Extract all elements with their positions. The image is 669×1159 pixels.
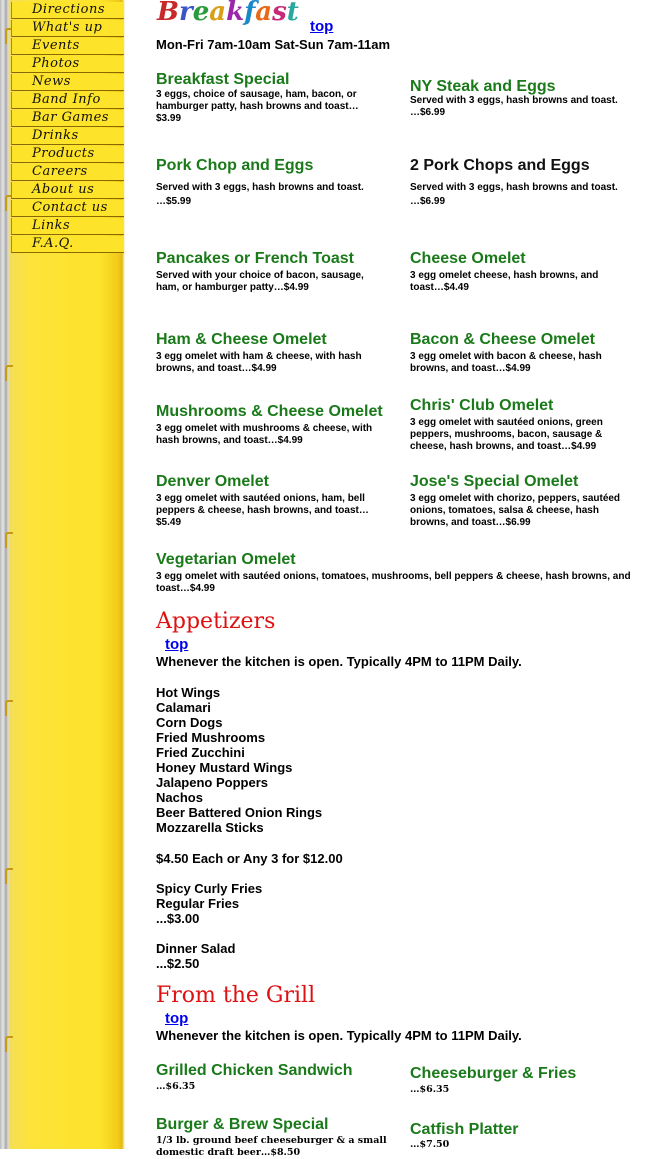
nav-label: About us (32, 182, 95, 197)
nav-label: Links (32, 218, 71, 233)
stitch-decoration (5, 868, 13, 884)
menu-item-title: Chris' Club Omelet (410, 397, 554, 414)
salad-price: ...$2.50 (156, 956, 200, 971)
appetizers-hours: Whenever the kitchen is open. Typically 4PM to 11PM Daily. (156, 654, 522, 669)
menu-item-desc: …$6.35 (410, 1084, 450, 1095)
menu-item-desc: Served with 3 eggs, hash browns and toast. …$5.99 (156, 182, 364, 207)
logo-letter: B (157, 0, 179, 27)
menu-item-title: Denver Omelet (156, 473, 269, 490)
menu-item-title: Pancakes or French Toast (156, 250, 354, 267)
list-item: Hot Wings (156, 685, 221, 700)
list-item: Regular Fries (156, 896, 240, 911)
top-link[interactable]: top (165, 1010, 189, 1027)
nav-label: Bar Games (32, 110, 109, 125)
nav-label: Drinks (32, 128, 79, 143)
menu-item-desc: 3 egg omelet with sautéed onions, tomatoes, mushrooms, bell peppers & cheese, hash browns, and toast…$4.99 (156, 571, 631, 594)
stitch-decoration (5, 532, 13, 548)
menu-item-title: Bacon & Cheese Omelet (410, 331, 595, 348)
logo-letter: k (226, 0, 245, 27)
menu-item-title: Burger & Brew Special (156, 1116, 329, 1133)
stitch-decoration (5, 365, 13, 381)
menu-item-desc: …$6.35 (156, 1081, 196, 1092)
menu-item-desc: 3 egg omelet with bacon & cheese, hash browns, and toast…$4.99 (410, 351, 602, 374)
stitch-decoration (5, 700, 13, 716)
top-link[interactable]: top (310, 18, 334, 35)
nav-label: F.A.Q. (32, 236, 74, 251)
menu-item-desc: Served with your choice of bacon, sausage, ham, or hamburger patty…$4.99 (156, 270, 364, 293)
list-item: Mozzarella Sticks (156, 820, 264, 835)
logo-letter: e (192, 0, 210, 27)
nav-label: Directions (32, 2, 106, 17)
section-title-appetizers: Appetizers (156, 609, 276, 634)
logo-letter: t (286, 0, 299, 27)
grill-hours: Whenever the kitchen is open. Typically 4PM to 11PM Daily. (156, 1028, 522, 1043)
menu-item-title: Jose's Special Omelet (410, 473, 579, 490)
nav-label: Contact us (32, 200, 108, 215)
menu-item-title: Grilled Chicken Sandwich (156, 1062, 353, 1079)
menu-item-desc: …$7.50 (410, 1139, 450, 1150)
list-item: Fried Mushrooms (156, 730, 266, 745)
list-item: Honey Mustard Wings (156, 760, 293, 775)
list-item: Fried Zucchini (156, 745, 245, 760)
nav-about-us[interactable] (11, 182, 124, 199)
list-item: Corn Dogs (156, 715, 223, 730)
list-item: Calamari (156, 700, 211, 715)
nav-label: News (32, 74, 71, 89)
logo-letter: s (272, 0, 287, 27)
menu-item-desc: 3 egg omelet with chorizo, peppers, sautéed onions, tomatoes, salsa & cheese, hash browns, and toast…$6.99 (410, 493, 621, 528)
menu-item-title: NY Steak and Eggs (410, 78, 556, 95)
nav-events[interactable] (11, 38, 124, 55)
list-item: Beer Battered Onion Rings (156, 805, 323, 820)
list-item: Nachos (156, 790, 203, 805)
menu-item-title: Pork Chop and Eggs (156, 157, 314, 174)
logo-letter: a (209, 0, 227, 27)
menu-item-desc: 3 egg omelet with sautéed onions, ham, bell peppers & cheese, hash browns, and toast… $5.49 (156, 493, 369, 528)
menu-item-title: Cheese Omelet (410, 250, 526, 267)
list-item: Spicy Curly Fries (156, 881, 263, 896)
section-title-grill: From the Grill (156, 983, 316, 1008)
menu-item-title: Mushrooms & Cheese Omelet (156, 403, 383, 420)
nav-products[interactable] (11, 146, 124, 163)
nav-news[interactable] (11, 74, 124, 91)
list-item: Jalapeno Poppers (156, 775, 268, 790)
nav-faq[interactable] (11, 236, 124, 253)
appetizers-price-deal: $4.50 Each or Any 3 for $12.00 (156, 851, 343, 866)
nav-bar-games[interactable] (11, 110, 124, 127)
nav-label: Careers (32, 164, 88, 179)
menu-item-desc: 3 egg omelet with sautéed onions, green peppers, mushrooms, bacon, sausage & cheese, hash browns, and toast…$4.99 (410, 417, 603, 452)
menu-item-desc: Served with 3 eggs, hash browns and toast. …$6.99 (410, 95, 618, 118)
nav-contact-us[interactable] (11, 200, 124, 217)
sidebar (0, 0, 125, 1149)
list-item: Dinner Salad (156, 941, 236, 956)
nav-directions[interactable] (11, 2, 124, 19)
breakfast-logo (157, 0, 299, 30)
nav-drinks[interactable] (11, 128, 124, 145)
nav-label: Products (32, 146, 95, 161)
menu-item-title: Breakfast Special (156, 71, 290, 88)
nav-label: Events (32, 38, 80, 53)
menu-item-desc: 3 eggs, choice of sausage, ham, bacon, or hamburger patty, hash browns and toast… $3.99 (156, 89, 359, 124)
breakfast-hours: Mon-Fri 7am-10am Sat-Sun 7am-11am (156, 37, 391, 52)
stitch-decoration (5, 1036, 13, 1052)
menu-item-desc: 3 egg omelet with mushrooms & cheese, with hash browns, and toast…$4.99 (156, 423, 373, 446)
menu-item-title: 2 Pork Chops and Eggs (410, 157, 590, 174)
nav-label: Photos (32, 56, 80, 71)
menu-item-title: Vegetarian Omelet (156, 551, 296, 568)
nav-photos[interactable] (11, 56, 124, 73)
fries-price: ...$3.00 (156, 911, 200, 926)
nav-band-info[interactable] (11, 92, 124, 109)
menu-item-title: Catfish Platter (410, 1121, 519, 1138)
menu-item-desc: 3 egg omelet cheese, hash browns, and toast…$4.49 (410, 270, 599, 293)
menu-item-desc: Served with 3 eggs, hash browns and toast. …$6.99 (410, 182, 618, 207)
menu-item-title: Cheeseburger & Fries (410, 1065, 577, 1082)
menu-item-title: Ham & Cheese Omelet (156, 331, 327, 348)
top-link[interactable]: top (165, 636, 189, 653)
logo-letter: r (178, 0, 193, 27)
menu-item-desc: 3 egg omelet with ham & cheese, with hash browns, and toast…$4.99 (156, 351, 362, 374)
nav-label: Band Info (32, 92, 101, 107)
nav-links[interactable] (11, 218, 124, 235)
nav-whats-up[interactable] (11, 20, 124, 37)
menu-item-desc: 1/3 lb. ground beef cheeseburger & a small domestic draft beer…$8.50 (156, 1135, 387, 1158)
nav-label: What's up (32, 20, 103, 35)
logo-letter: f (244, 0, 256, 27)
logo-letter: a (255, 0, 273, 27)
nav-careers[interactable] (11, 164, 124, 181)
